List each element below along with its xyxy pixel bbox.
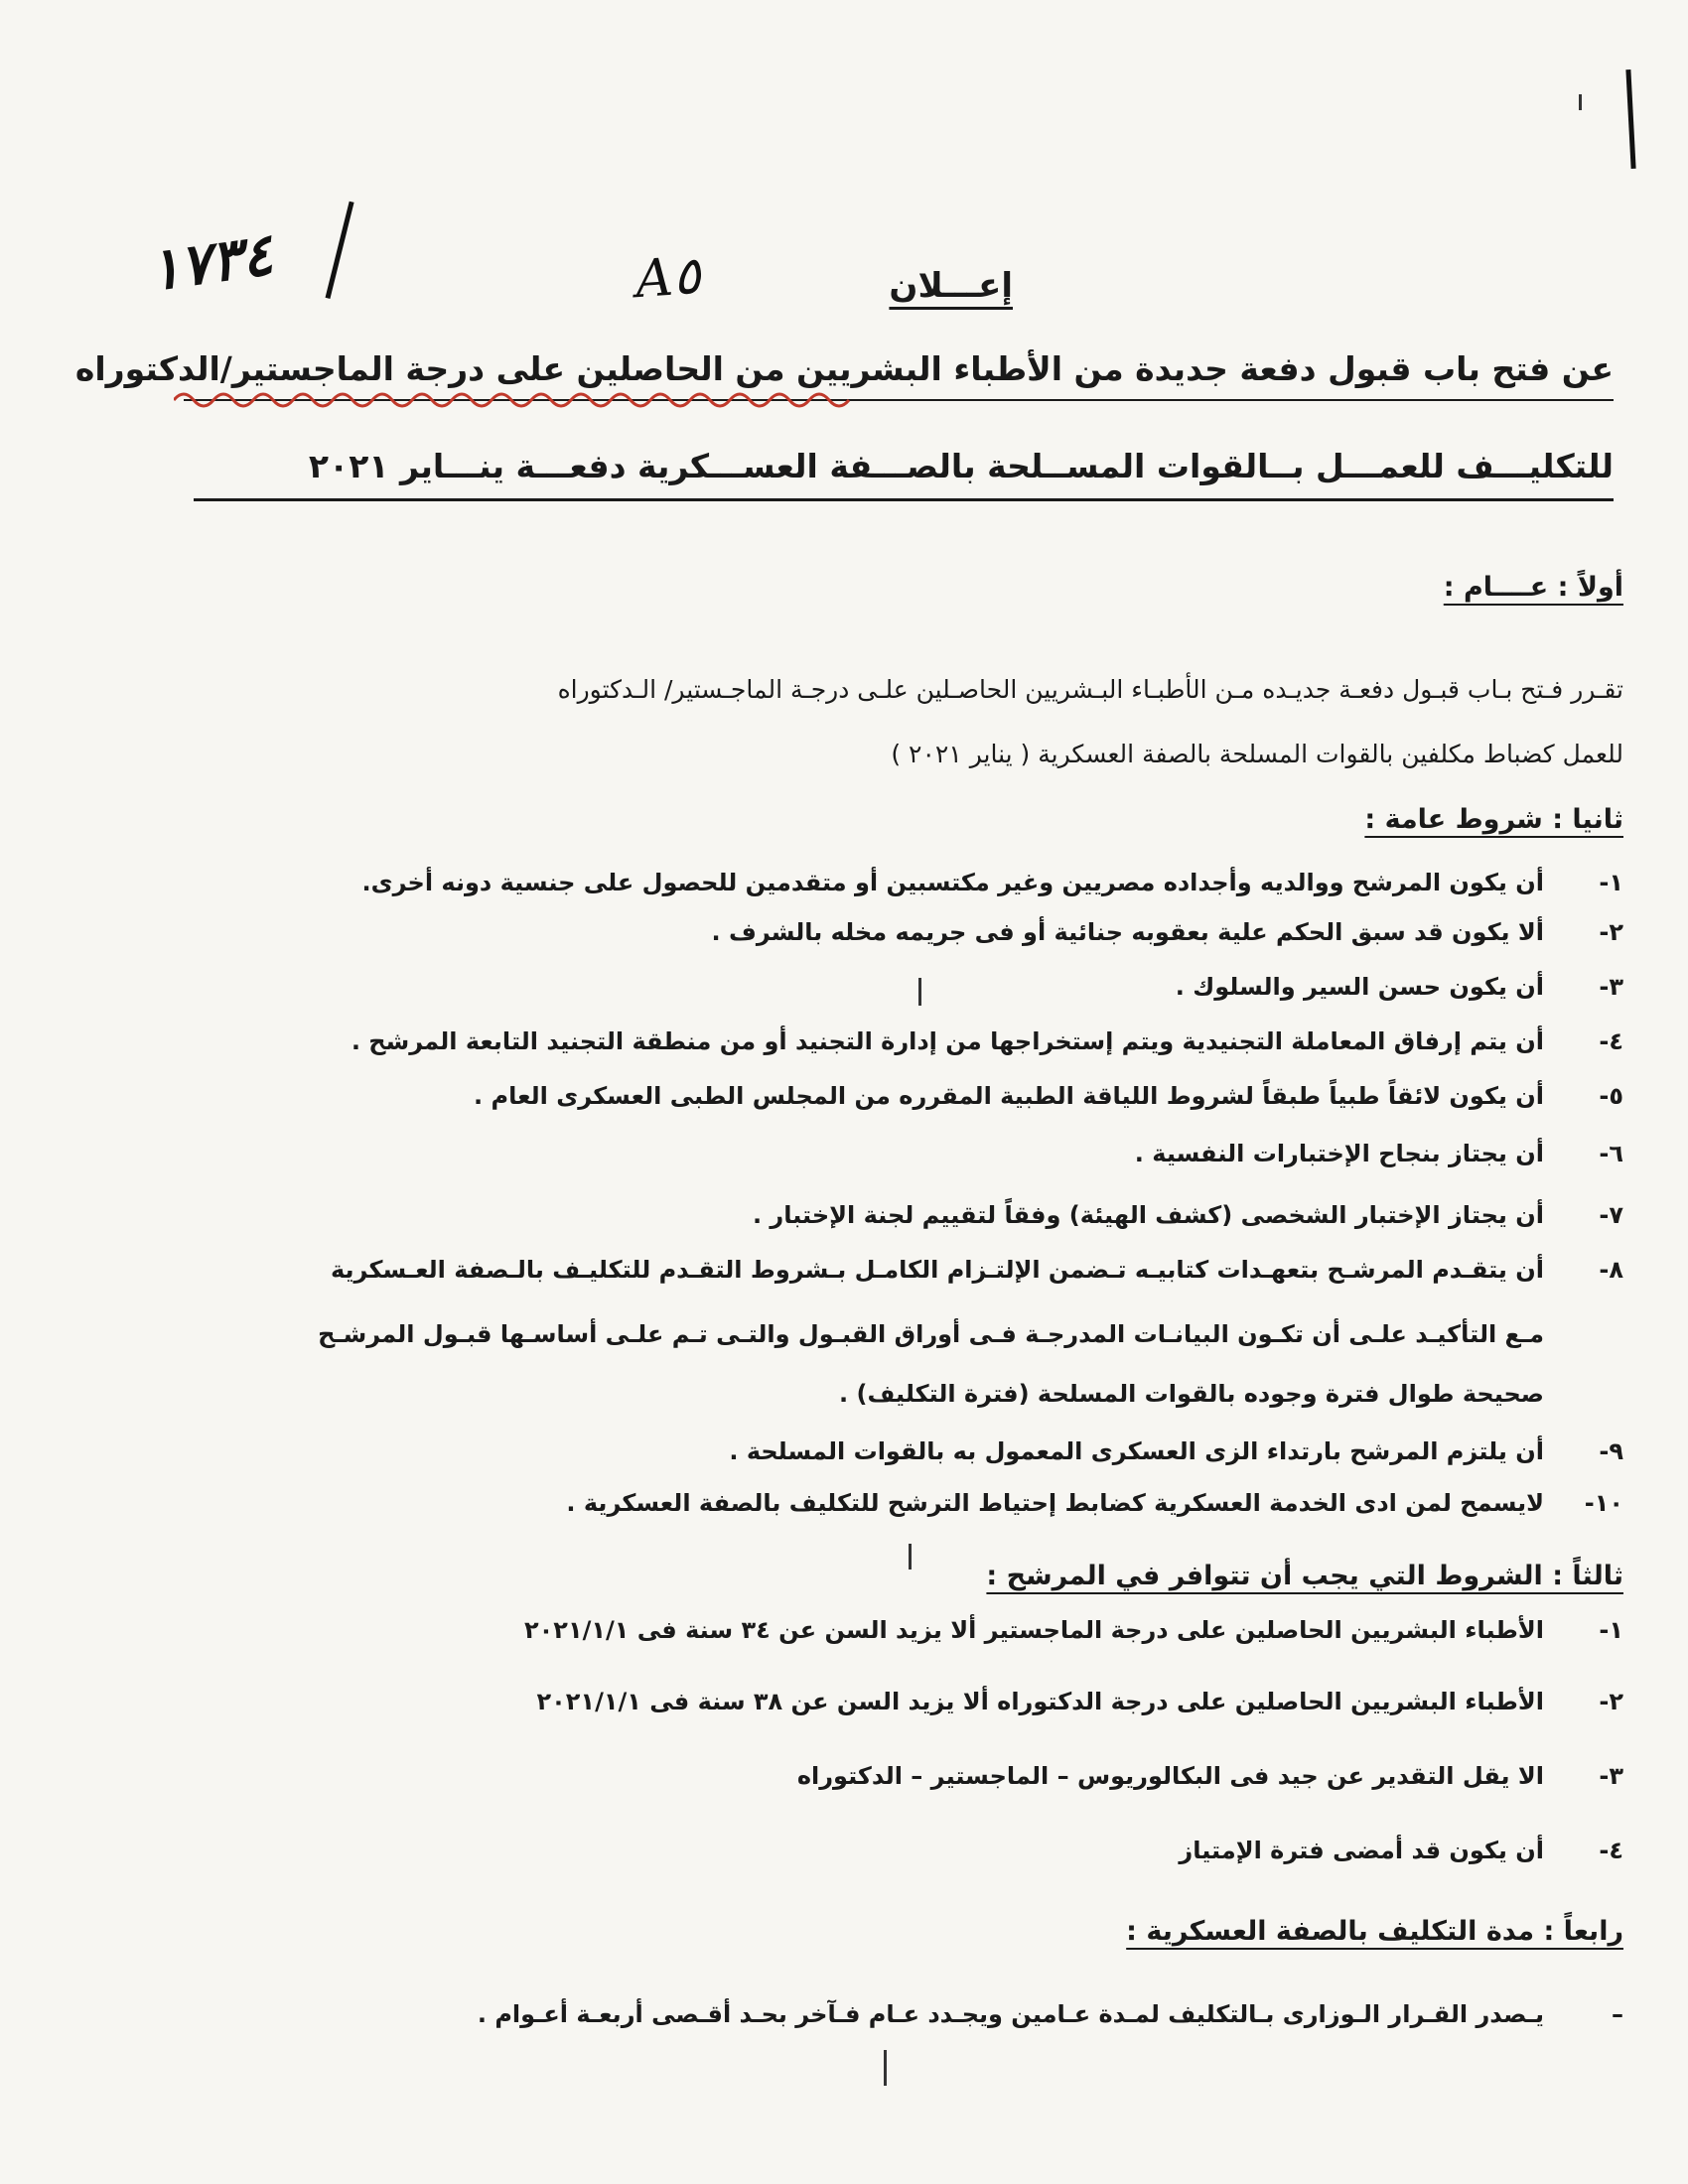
handwritten-note: A٥ bbox=[633, 245, 703, 311]
list-item bbox=[134, 1027, 1623, 1067]
item-text: الا يقل التقدير عن جيد فى البكالوريوس – الماجستير – الدكتوراه bbox=[796, 1762, 1544, 1790]
list-item bbox=[134, 1256, 1623, 1296]
item-text: أن يكون قد أمضى فترة الإمتياز bbox=[1179, 1837, 1544, 1864]
item-number: ٤- bbox=[1599, 1027, 1623, 1055]
scan-dot bbox=[909, 1544, 912, 1570]
list-item bbox=[134, 1437, 1623, 1477]
list-item bbox=[134, 1489, 1623, 1529]
item-number: ١- bbox=[1599, 1616, 1623, 1644]
item-text: أن يتقـدم المرشـح بتعهـدات كتابيـه تـضمن الإلتـزام الكامـل بـشروط التقـدم للتكليـف بالـصفة العـسكرية bbox=[330, 1256, 1544, 1284]
list-item bbox=[134, 1837, 1623, 1876]
item-text: أن يكون المرشح ووالديه وأجداده مصريين وغير مكتسبين أو متقدمين للحصول على جنسية دونه أخرى. bbox=[361, 869, 1544, 896]
item-text: أن يتم إرفاق المعاملة التجنيدية ويتم إستخراجها من إدارة التجنيد أو من منطقة التجنيد التابعة المرشح . bbox=[351, 1027, 1544, 1055]
list-item bbox=[134, 1616, 1623, 1656]
announcement-title: إعـــلان bbox=[889, 266, 1013, 306]
section-2-title: ثانيا : شروط عامة : bbox=[1364, 804, 1623, 835]
item-text: أن يجتاز بنجاح الإختبارات النفسية . bbox=[1134, 1140, 1544, 1167]
list-item bbox=[134, 869, 1623, 908]
list-item bbox=[134, 918, 1623, 958]
red-squiggle-mark bbox=[174, 385, 859, 415]
item-8-continuation-2: صحيحة طوال فترة وجوده بالقوات المسلحة (فترة التكليف) . bbox=[839, 1380, 1544, 1408]
item-text: أن يكون لائقاً طبياً طبقاً لشروط اللياقة الطبية المقرره من المجلس الطبى العسكرى العام . bbox=[474, 1082, 1544, 1110]
item-number: ٥- bbox=[1599, 1082, 1623, 1110]
item-number: ٦- bbox=[1599, 1140, 1623, 1167]
item-number: ٨- bbox=[1599, 1256, 1623, 1284]
margin-mark bbox=[1625, 69, 1635, 169]
item-number: ٧- bbox=[1599, 1201, 1623, 1229]
item-text: ألا يكون قد سبق الحكم علية بعقوبه جنائية أو فى جريمه مخله بالشرف . bbox=[711, 918, 1544, 946]
section-3-title: ثالثاً : الشروط التي يجب أن تتوافر في المرشح : bbox=[986, 1561, 1623, 1591]
item-number: ٢- bbox=[1599, 1688, 1623, 1715]
list-item bbox=[134, 2000, 1623, 2040]
item-text: أن يكون حسن السير والسلوك . bbox=[1175, 973, 1544, 1001]
section-1-paragraph-line-1: تقـرر فـتح بـاب قبـول دفعـة جديـده مـن الأطبـاء البـشريين الحاصـلين علـى درجـة الماجـستير/ الـدكتوراه bbox=[557, 675, 1623, 704]
item-text: أن يلتزم المرشح بارتداء الزى العسكرى المعمول به بالقوات المسلحة . bbox=[729, 1437, 1544, 1465]
section-4-title: رابعاً : مدة التكليف بالصفة العسكرية : bbox=[1126, 1916, 1623, 1947]
section-1-title: أولاً : عــــام : bbox=[1443, 572, 1623, 603]
list-item bbox=[134, 1140, 1623, 1179]
section-1-paragraph-line-2: للعمل كضباط مكلفين بالقوات المسلحة بالصفة العسكرية ( يناير ٢٠٢١ ) bbox=[891, 740, 1623, 768]
item-number: ١- bbox=[1599, 869, 1623, 896]
item-number: ٣- bbox=[1599, 973, 1623, 1001]
item-text: الأطباء البشريين الحاصلين على درجة الدكتوراه ألا يزيد السن عن ٣٨ سنة فى ٢٠٢١/١/١ bbox=[536, 1688, 1544, 1715]
item-number: – bbox=[1612, 2000, 1623, 2028]
item-number: ٤- bbox=[1599, 1837, 1623, 1864]
list-item bbox=[134, 1082, 1623, 1122]
heading-line-2: للتكليـــف للعمـــل بــالقوات المســلحة بالصـــفة العســـكرية دفعـــة ينـــاير ٢٠٢١ bbox=[308, 447, 1614, 485]
item-text: أن يجتاز الإختبار الشخصى (كشف الهيئة) وفقاً لتقييم لجنة الإختبار . bbox=[752, 1201, 1544, 1229]
item-number: ١٠- bbox=[1584, 1489, 1623, 1517]
list-item bbox=[134, 1201, 1623, 1241]
scan-dot bbox=[884, 2050, 887, 2086]
item-number: ٢- bbox=[1599, 918, 1623, 946]
item-text: يـصدر القـرار الـوزارى بـالتكليف لمـدة عـامين ويجـدد عـام فـآخر بحـد أقـصى أربعـة أعـوام . bbox=[477, 2000, 1544, 2028]
item-number: ٣- bbox=[1599, 1762, 1623, 1790]
heading-line-1: عن فتح باب قبول دفعة جديدة من الأطباء البشريين من الحاصلين على درجة الماجستير/الدكتوراه bbox=[74, 349, 1614, 388]
list-item bbox=[134, 973, 1623, 1013]
list-item bbox=[134, 1762, 1623, 1802]
item-8-continuation-1: مـع التأكيـد علـى أن تكـون البيانـات المدرجـة فـى أوراق القبـول والتـى تـم علـى أساسـها قبـول المرشـح bbox=[318, 1320, 1544, 1348]
item-text: لايسمح لمن ادى الخدمة العسكرية كضابط إحتياط الترشح للتكليف بالصفة العسكرية . bbox=[566, 1489, 1544, 1517]
item-number: ٩- bbox=[1599, 1437, 1623, 1465]
item-text: الأطباء البشريين الحاصلين على درجة الماجستير ألا يزيد السن عن ٣٤ سنة فى ٢٠٢١/١/١ bbox=[524, 1616, 1544, 1644]
list-item bbox=[134, 1688, 1623, 1727]
scan-dot bbox=[1579, 94, 1582, 110]
handwritten-number: ١٧٣٤ bbox=[144, 219, 277, 305]
heading-underline-2 bbox=[194, 498, 1614, 501]
